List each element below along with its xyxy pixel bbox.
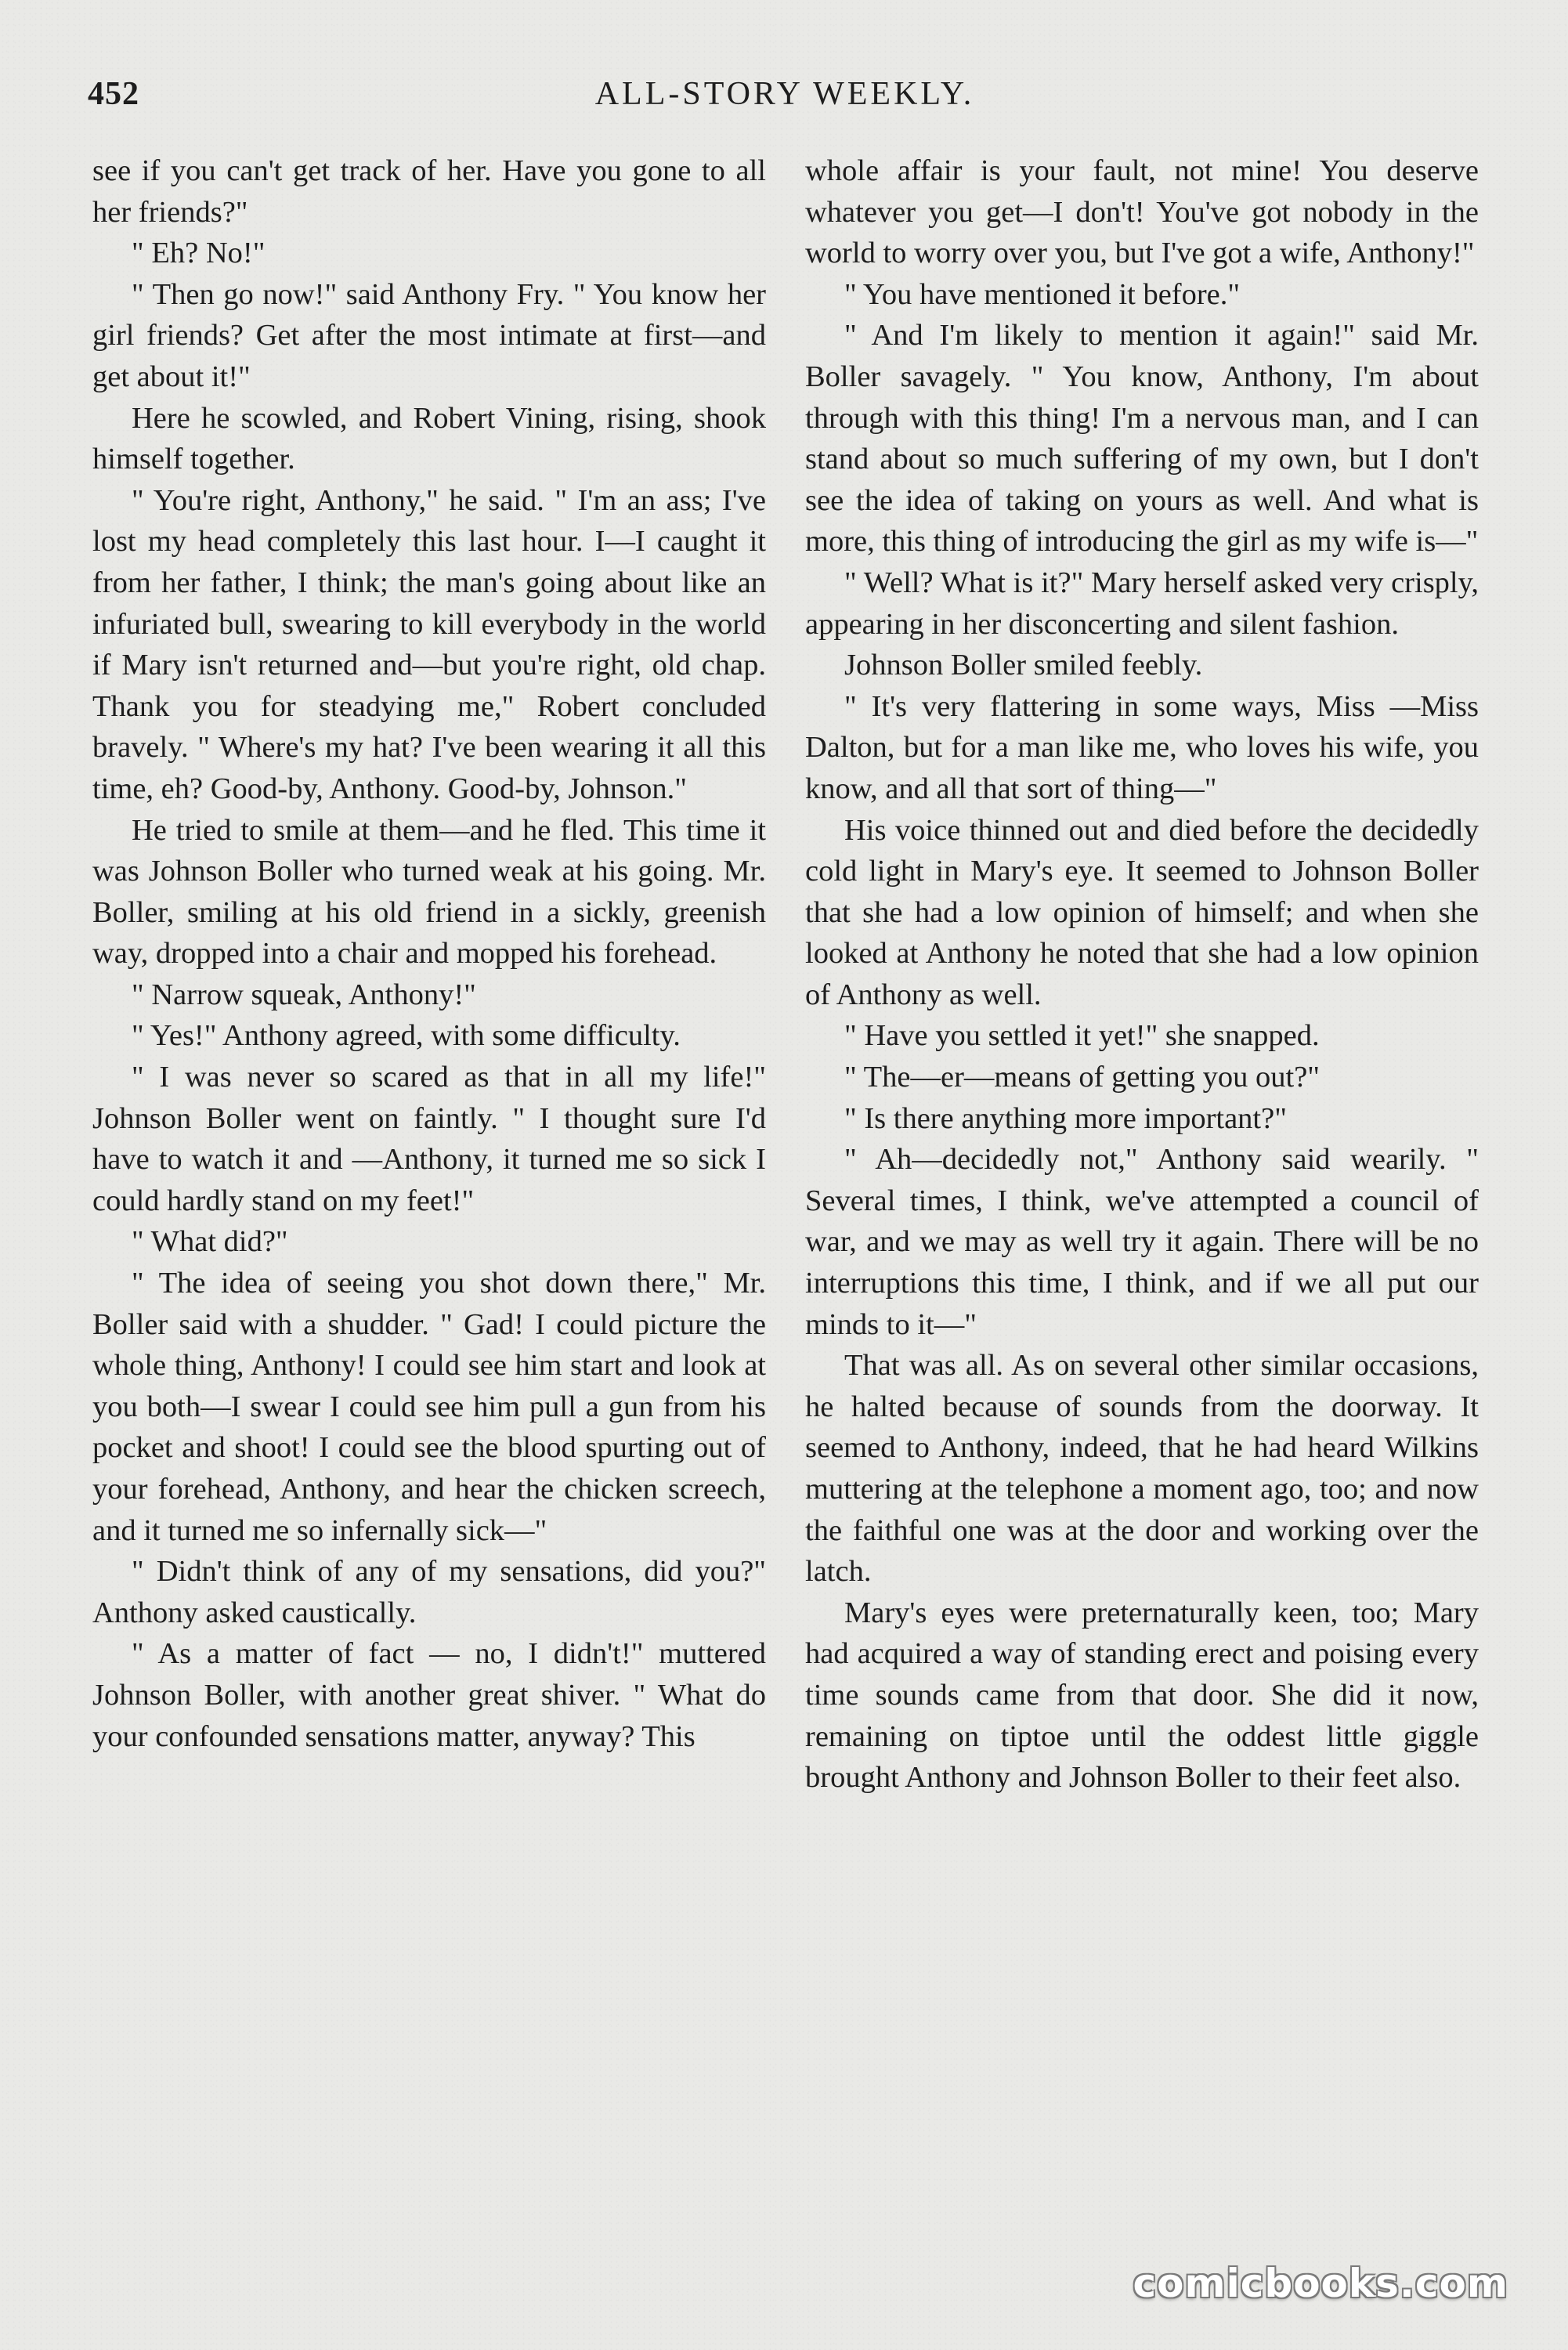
paragraph: " What did?" (132, 1225, 288, 1259)
paragraph: " And I'm likely to mention it again!" said Mr. Boller savagely. " You know, Anthony, I'm about through with this thing! I'm a nervous man, and I can stand about so much suffering of my own, but I don't see the idea of taking on yours as well. And what is more, this thing of introducing the girl as my wife is—" (805, 319, 1479, 559)
paragraph: Johnson Boller smiled feebly. (844, 649, 1203, 682)
paragraph: " Is there anything more important?" (844, 1101, 1287, 1135)
paragraph: That was all. As on several other similar occasions, he halted because of sounds from the doorway. It seemed to Anthony, indeed, that he had heard Wilkins muttering at the telephone a moment ago, too; and now the faithful one was at the door and working over the latch. (805, 1349, 1479, 1589)
paragraph: " Yes!" Anthony agreed, with some difficulty. (132, 1019, 681, 1053)
paragraph: " Then go now!" said Anthony Fry. " You know her girl friends? Get after the most intimate at first—and get about it!" (92, 277, 766, 393)
paragraph: Mary's eyes were preternaturally keen, too; Mary had acquired a way of standing erect and poising every time sounds came from that door. She did it now, remaining on tiptoe until the oddest little giggle brought Anthony and Johnson Boller to their feet also. (805, 1596, 1479, 1795)
paragraph: " The idea of seeing you shot down there," Mr. Boller said with a shudder. " Gad! I could picture the whole thing, Anthony! I could see him start and look at you both—I swear I could see him pull a gun from his pocket and shoot! I could see the blood spurting out of your forehead, Anthony, and hear the chicken screech, and it turned me so infernally sick—" (92, 1267, 766, 1547)
running-head: ALL-STORY WEEKLY. (594, 76, 975, 112)
paragraph: " Didn't think of any of my sensations, did you?" Anthony asked caustically. (92, 1555, 766, 1629)
right-column (805, 150, 1479, 1799)
paragraph: " Eh? No!" (132, 237, 266, 270)
page-number: 452 (88, 76, 139, 112)
paragraph: " Ah—decidedly not," Anthony said wearily. " Several times, I think, we've attempted a council of war, and we may as well try it again. There will be no interruptions this time, I think, and if we all put our minds to it—" (805, 1143, 1479, 1341)
paragraph: " As a matter of fact — no, I didn't!" muttered Johnson Boller, with another great shiver. " What do your confounded sensations matter, anyway? This (92, 1637, 766, 1753)
paragraph: " You're right, Anthony," he said. " I'm an ass; I've lost my head completely this last hour. I—I caught it from her father, I think; the man's going about like an infuriated bull, swearing to kill everybody in the world if Mary isn't returned and—but you're right, old chap. Thank you for steadying me," Robert concluded bravely. " Where's my hat? I've been wearing it all this time, eh? Good-by, Anthony. Good-by, Johnson." (92, 483, 766, 805)
paragraph: " I was never so scared as that in all my life!" Johnson Boller went on faintly. " I thought sure I'd have to watch it and —Anthony, it turned me so sick I could hardly stand on my feet!" (92, 1061, 766, 1217)
paragraph: " It's very flattering in some ways, Miss —Miss Dalton, but for a man like me, who loves his wife, you know, and all that sort of thing—" (805, 689, 1479, 805)
paragraph: " The—er—means of getting you out?" (844, 1061, 1321, 1094)
watermark-logo: comicbooks.com (1133, 2261, 1508, 2306)
paragraph: " Narrow squeak, Anthony!" (132, 978, 476, 1011)
paragraph: Here he scowled, and Robert Vining, rising, shook himself together. (92, 401, 766, 476)
page-header (88, 75, 1482, 122)
paragraph: His voice thinned out and died before the decidedly cold light in Mary's eye. It seemed to Johnson Boller that she had a low opinion of himself; and when she looked at Anthony he noted that she had a low opinion of Anthony as well. (805, 813, 1479, 1011)
paragraph: see if you can't get track of her. Have you gone to all her friends?" (92, 154, 766, 229)
left-column (92, 150, 766, 1757)
paragraph: " Have you settled it yet!" she snapped. (844, 1019, 1320, 1053)
paragraph: " Well? What is it?" Mary herself asked very crisply, appearing in her disconcerting and silent fashion. (805, 566, 1479, 641)
paragraph: whole affair is your fault, not mine! You deserve whatever you get—I don't! You've got nobody in the world to worry over you, but I've got a wife, Anthony!" (805, 154, 1479, 270)
paragraph: He tried to smile at them—and he fled. This time it was Johnson Boller who turned weak at his going. Mr. Boller, smiling at his old friend in a sickly, greenish way, dropped into a chair and mopped his forehead. (92, 813, 766, 971)
paragraph: " You have mentioned it before." (844, 277, 1241, 311)
